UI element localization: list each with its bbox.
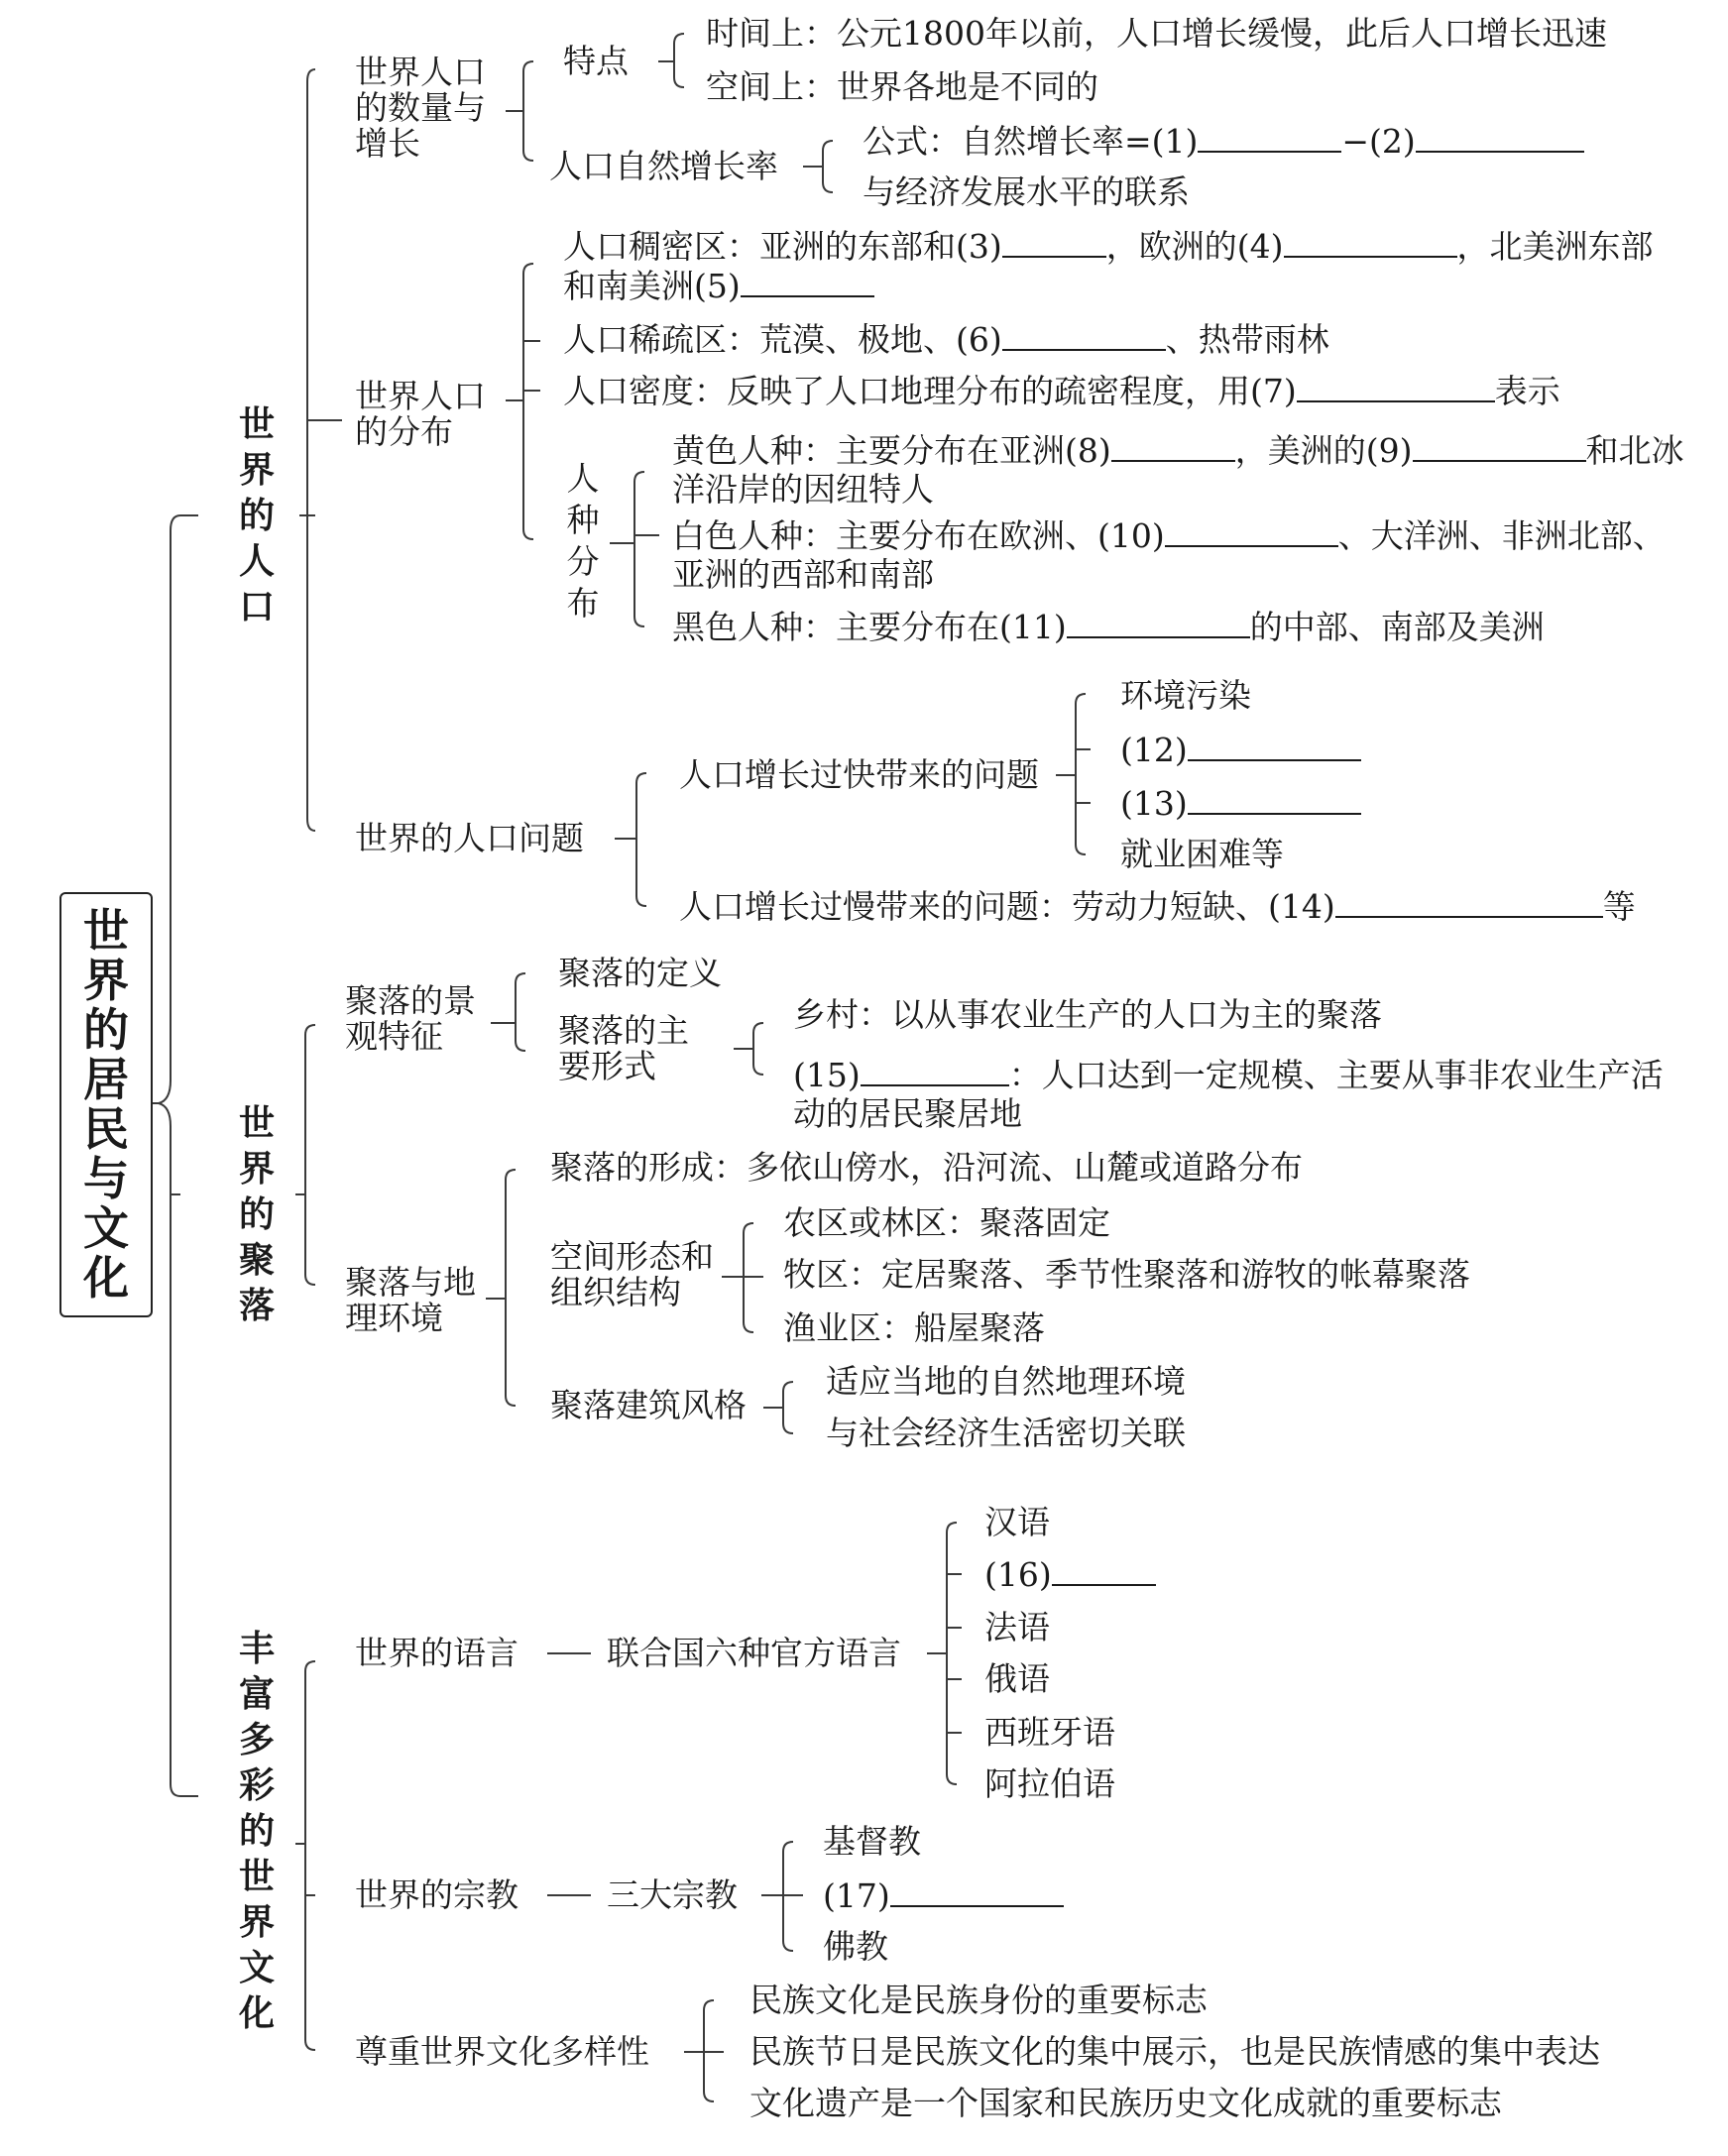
text-dense-area xyxy=(563,226,1654,267)
text-fishery-area: 渔业区：船屋聚落 xyxy=(783,1308,1045,1347)
diversity-item-1: 民族文化是民族身份的重要标志 xyxy=(749,1981,1208,2019)
node-settlement-environment: 聚落与地理环境 xyxy=(345,1263,476,1337)
fast-item-1: 环境污染 xyxy=(1120,676,1251,715)
lang-item-2-label: (16) xyxy=(984,1555,1052,1594)
lang-item-1: 汉语 xyxy=(984,1503,1050,1541)
branch-population-label: 世界的人口 xyxy=(238,403,275,627)
text-density xyxy=(563,371,1560,411)
blank-5 xyxy=(741,266,874,297)
urban-a: (15) xyxy=(793,1056,861,1094)
text-rural: 乡村：以从事农业生产的人口为主的聚落 xyxy=(793,995,1382,1034)
root-brace xyxy=(159,515,180,1796)
blank-11 xyxy=(1067,607,1250,638)
text-settlement-definition: 聚落的定义 xyxy=(558,954,722,992)
text-dense-area-cont xyxy=(563,266,874,306)
text-time-trait: 时间上：公元1800年以前，人口增长缓慢，此后人口增长迅速 xyxy=(706,14,1607,53)
text-space-trait: 空间上：世界各地是不同的 xyxy=(706,67,1098,106)
sparse-a: 人口稀疏区：荒漠、极地、(6) xyxy=(563,320,1002,359)
text-urban xyxy=(793,1055,1664,1095)
node-population-distribution: 世界人口的分布 xyxy=(355,377,486,451)
node-architecture-style: 聚落建筑风格 xyxy=(550,1386,747,1424)
blank-6 xyxy=(1002,319,1166,351)
fast-item-2-label: (12) xyxy=(1120,731,1188,769)
formula-start: 公式：自然增长率=(1) xyxy=(863,122,1199,161)
lang-item-3: 法语 xyxy=(984,1608,1050,1646)
text-sparse-area xyxy=(563,319,1329,360)
node-settlement-forms: 聚落的主要形式 xyxy=(558,1011,689,1085)
text-pasture-area: 牧区：定居聚落、季节性聚落和游牧的帐幕聚落 xyxy=(783,1255,1470,1294)
text-urban-cont: 动的居民聚居地 xyxy=(793,1094,1022,1133)
slow-b: 等 xyxy=(1602,887,1636,926)
lang-item-4: 俄语 xyxy=(984,1659,1050,1698)
religion-item-1: 基督教 xyxy=(823,1822,921,1861)
node-cultural-diversity: 尊重世界文化多样性 xyxy=(355,2032,649,2071)
node-traits: 特点 xyxy=(563,42,629,80)
density-a: 人口密度：反映了人口地理分布的疏密程度，用(7) xyxy=(563,372,1297,410)
blank-1 xyxy=(1198,121,1341,153)
blank-14 xyxy=(1335,886,1603,918)
node-world-religions: 世界的宗教 xyxy=(355,1875,518,1914)
blank-13 xyxy=(1188,783,1361,815)
yellow-b: ，美洲的(9) xyxy=(1234,431,1413,470)
text-yellow-race xyxy=(672,430,1684,471)
black-a: 黑色人种：主要分布在(11) xyxy=(672,608,1067,646)
fast-item-3-label: (13) xyxy=(1120,784,1188,823)
text-settlement-formation: 聚落的形成：多依山傍水，沿河流、山麓或道路分布 xyxy=(550,1148,1303,1187)
root-title-box xyxy=(59,892,153,1317)
text-style-society: 与社会经济生活密切关联 xyxy=(826,1414,1186,1452)
dense-d: 和南美洲(5) xyxy=(563,267,741,305)
node-population-problems: 世界的人口问题 xyxy=(355,819,584,857)
blank-15 xyxy=(861,1055,1009,1086)
dense-c: ，北美洲东部 xyxy=(1456,227,1654,266)
text-black-race xyxy=(672,607,1545,647)
lang-item-5: 西班牙语 xyxy=(984,1713,1115,1752)
text-style-nature: 适应当地的自然地理环境 xyxy=(826,1362,1186,1401)
fast-item-4: 就业困难等 xyxy=(1120,835,1284,873)
node-race-distribution: 人种分布 xyxy=(566,459,600,623)
branch-settlement-label: 世界的聚落 xyxy=(238,1102,275,1326)
diversity-item-3: 文化遗产是一个国家和民族历史文化成就的重要标志 xyxy=(749,2084,1502,2122)
slow-a: 人口增长过慢带来的问题：劳动力短缺、(14) xyxy=(679,887,1335,926)
sparse-b: 、热带雨林 xyxy=(1165,320,1329,359)
node-un-languages: 联合国六种官方语言 xyxy=(607,1634,901,1672)
text-white-race-cont: 亚洲的西部和南部 xyxy=(672,555,934,594)
diversity-item-2: 民族节日是民族文化的集中展示，也是民族情感的集中表达 xyxy=(749,2032,1600,2071)
urban-b: ：人口达到一定规模、主要从事非农业生产活 xyxy=(1008,1056,1664,1094)
blank-3 xyxy=(1002,226,1106,258)
fast-item-2 xyxy=(1120,730,1361,770)
text-farm-area: 农区或林区：聚落固定 xyxy=(783,1203,1110,1242)
blank-12 xyxy=(1188,730,1361,761)
node-population-growth: 世界人口的数量与增长 xyxy=(355,53,486,163)
node-settlement-landscape: 聚落的景观特征 xyxy=(345,981,476,1056)
lang-item-2 xyxy=(984,1554,1156,1595)
text-white-race xyxy=(672,515,1666,556)
blank-10 xyxy=(1165,515,1338,547)
blank-9 xyxy=(1413,430,1586,462)
blank-2 xyxy=(1416,121,1584,153)
blank-7 xyxy=(1297,371,1495,402)
text-yellow-race-cont: 洋沿岸的因纽特人 xyxy=(672,470,934,509)
blank-16 xyxy=(1052,1554,1156,1586)
node-spatial-structure: 空间形态和组织结构 xyxy=(550,1237,714,1311)
religion-item-3: 佛教 xyxy=(823,1927,888,1966)
formula-mid: −(2) xyxy=(1341,122,1416,161)
branch-culture-label: 丰富多彩的世界文化 xyxy=(238,1628,275,2034)
religion-item-2-label: (17) xyxy=(823,1876,890,1915)
text-formula xyxy=(863,121,1584,162)
black-b: 的中部、南部及美洲 xyxy=(1249,608,1545,646)
blank-8 xyxy=(1111,430,1235,462)
root-title: 世界的居民与文化 xyxy=(83,904,129,1305)
blank-17 xyxy=(890,1875,1064,1907)
density-b: 表示 xyxy=(1494,372,1560,410)
text-economy-link: 与经济发展水平的联系 xyxy=(863,172,1190,211)
white-a: 白色人种：主要分布在欧洲、(10) xyxy=(672,516,1165,555)
fast-item-3 xyxy=(1120,783,1361,824)
node-fast-growth-problems: 人口增长过快带来的问题 xyxy=(679,755,1039,794)
lang-item-6: 阿拉伯语 xyxy=(984,1764,1115,1803)
yellow-c: 和北冰 xyxy=(1585,431,1684,470)
religion-item-2 xyxy=(823,1875,1064,1916)
blank-4 xyxy=(1284,226,1457,258)
dense-b: ，欧洲的(4) xyxy=(1105,227,1284,266)
yellow-a: 黄色人种：主要分布在亚洲(8) xyxy=(672,431,1111,470)
node-world-languages: 世界的语言 xyxy=(355,1634,518,1672)
node-natural-growth-rate: 人口自然增长率 xyxy=(549,147,778,185)
dense-a: 人口稠密区：亚洲的东部和(3) xyxy=(563,227,1002,266)
white-b: 、大洋洲、非洲北部、 xyxy=(1337,516,1666,555)
node-three-religions: 三大宗教 xyxy=(607,1875,738,1914)
text-slow-growth-problems xyxy=(679,886,1636,927)
